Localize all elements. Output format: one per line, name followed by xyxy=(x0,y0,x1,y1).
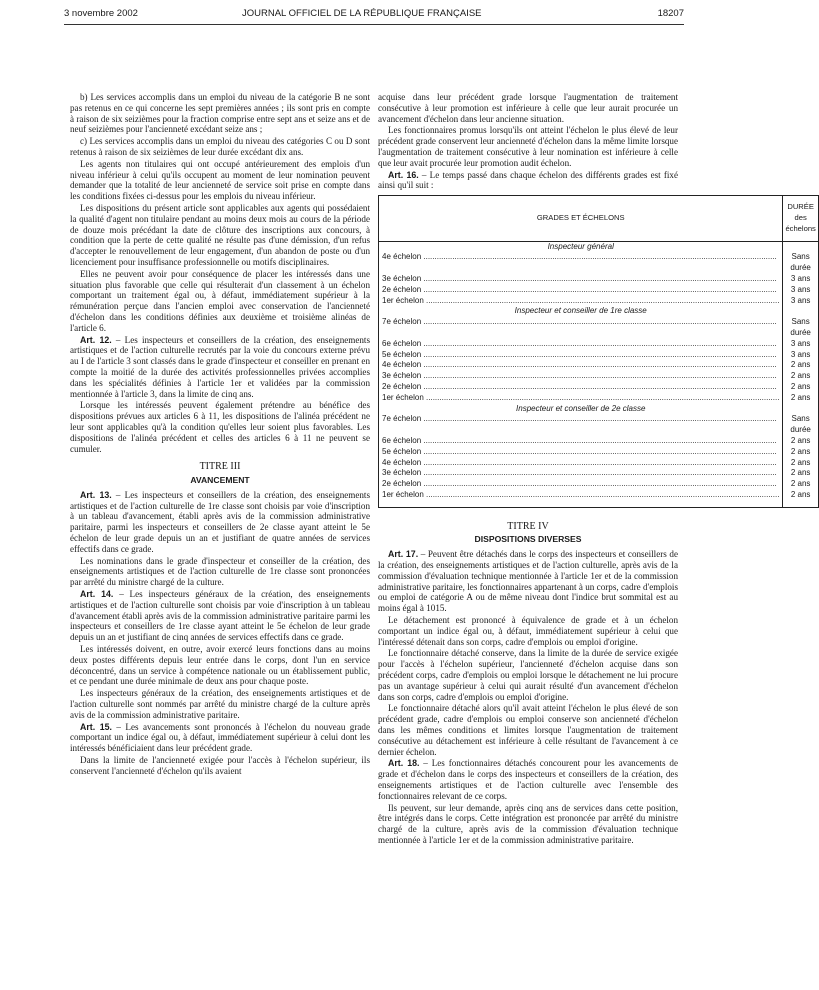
echelon-duration: 3 ans xyxy=(783,350,818,361)
left-paragraphs-2 xyxy=(70,490,370,777)
article-number: Art. 18. xyxy=(388,758,420,769)
echelon-duration: Sans durée xyxy=(783,252,818,274)
table-row xyxy=(379,296,819,307)
echelon-label-text: 2e échelon xyxy=(382,479,422,489)
echelon-duration: Sans durée xyxy=(783,317,818,339)
paragraph xyxy=(378,125,678,168)
paragraph-text: – Le temps passé dans chaque échelon des différents grades est fixé ainsi qu'il suit : xyxy=(378,169,679,191)
echelon-label xyxy=(382,274,779,285)
echelon-duration: 2 ans xyxy=(783,490,818,501)
echelon-label xyxy=(382,339,779,350)
table-row xyxy=(379,252,819,274)
echelon-label xyxy=(382,479,779,490)
table-row xyxy=(379,447,819,458)
article-number: Art. 17. xyxy=(388,549,419,560)
paragraph-text: Les inspecteurs généraux de la création, des enseignements artistiques et de l'action culturelle sont nommés par arrêté du ministre chargé de la culture après avis de la commission administrative paritaire. xyxy=(70,688,370,720)
article-number: Art. 14. xyxy=(80,589,114,600)
table-header-grades: GRADES ET ÉCHELONS xyxy=(379,196,783,241)
echelon-label xyxy=(382,285,779,296)
echelon-label xyxy=(382,393,779,404)
echelon-label-text: 4e échelon xyxy=(382,252,422,262)
echelon-label-text: 7e échelon xyxy=(382,414,422,424)
article-number: Art. 12. xyxy=(80,334,112,345)
echelon-label-text: 5e échelon xyxy=(382,349,422,359)
echelon-label-text: 7e échelon xyxy=(382,317,422,327)
table-row xyxy=(379,393,819,404)
paragraph-text: – Les avancements sont prononcés à l'échelon du nouveau grade comportant un indice égal ou, à défaut, immédiatement supérieur à celui dont les intéressés bénéficiaient dans leur précédent grade. xyxy=(70,721,370,754)
right-column xyxy=(378,92,816,847)
paragraph-text: Ils peuvent, sur leur demande, après cinq ans de services dans cette position, être intégrés dans le corps. Cette intégration est prononcée par arrêté du ministre chargé de la culture, après avis de la commission d'évaluation technique mentionnée à l'article 1er et de la commission administrative paritaire. xyxy=(378,802,678,845)
table-header-duration: DURÉE des échelons xyxy=(783,196,818,241)
paragraph xyxy=(70,92,370,135)
page-header xyxy=(64,8,684,24)
paragraph-text: Les fonctionnaires promus lorsqu'ils ont atteint l'échelon le plus élevé de leur précédent grade conservent leur ancienneté d'échelon dans la même limite lorsque l'augmentation de traitement consécutive à leur nomination est inférieure à celle que leur avait procurée leur promotion audit échelon. xyxy=(378,125,678,168)
table-row xyxy=(379,382,819,393)
echelon-duration: 2 ans xyxy=(783,458,818,469)
titre-3-title: TITRE III xyxy=(199,461,241,473)
paragraph xyxy=(70,688,370,720)
echelon-duration: 2 ans xyxy=(783,436,818,447)
table-row xyxy=(379,479,819,490)
table-row xyxy=(379,490,819,501)
echelon-label-text: 1er échelon xyxy=(382,295,424,305)
echelon-label-text: 3e échelon xyxy=(382,371,422,381)
right-paragraphs-2 xyxy=(378,549,678,846)
paragraph-text: – Peuvent être détachés dans le corps des inspecteurs et conseillers de la création, des enseignements artistiques et de l'action culturelle, après avis de la commission d'évaluation technique mentionnée à l'article 1er et de la commission administrative paritaire, les fonctionnaires appartenant à un corps, cadre d'emplois ou emploi de catégorie A ou de même niveau dont l'indice brut sommital est au moins égal à 1015. xyxy=(378,549,678,614)
titre-3-subtitle: AVANCEMENT xyxy=(190,475,250,486)
table-row xyxy=(379,285,819,296)
table-row xyxy=(379,339,819,350)
paragraph-text: c) Les services accomplis dans un emploi du niveau des catégories C ou D sont retenus à raison de six seizièmes de leur durée excédant dix ans. xyxy=(70,136,370,157)
paragraph xyxy=(70,755,370,777)
paragraph-text: Le fonctionnaire détaché conserve, dans la limite de la durée de service exigée pour l'accès à l'échelon supérieur, l'ancienneté d'échelon acquise dans son précédent corps, cadre d'emplois ou emploi lorsque le détachement ne lui procure pas un avantage supérieur à celui qui aurait résulté d'un avancement d'échelon dans son corps, cadre d'emplois ou emploi d'origine. xyxy=(378,648,678,702)
paragraph xyxy=(70,644,370,687)
paragraph-text: Les intéressés doivent, en outre, avoir exercé leurs fonctions dans au moins deux postes différents depuis leur entrée dans le corps, dont l'un en service déconcentré, dans un service à compétence nationale ou un établissement public, et ce pendant une durée minimale de deux ans pour chaque poste. xyxy=(70,644,370,687)
echelon-duration: Sans durée xyxy=(783,414,818,436)
paragraph xyxy=(378,648,678,702)
echelon-label xyxy=(382,371,779,382)
echelon-label-text: 4e échelon xyxy=(382,360,422,370)
echelon-label xyxy=(382,490,779,501)
echelon-label-text: 1er échelon xyxy=(382,489,424,499)
table-row xyxy=(379,458,819,469)
table-row xyxy=(379,371,819,382)
grade-group-title: Inspecteur général xyxy=(547,241,614,251)
paragraph xyxy=(70,556,370,588)
echelon-label xyxy=(382,458,779,469)
paragraph-text: – Les fonctionnaires détachés concourent pour les avancements de grade et d'échelon dans le corps des inspecteurs et conseillers de la création, des enseignements artistiques et de l'action culturelle avec l'ensemble des fonctionnaires relevant de ce corps. xyxy=(378,758,678,801)
table-row xyxy=(379,414,819,436)
table-row xyxy=(379,350,819,361)
paragraph-text: Les dispositions du présent article sont applicables aux agents qui possédaient la qualité d'agent non titulaire pendant au moins deux mois au cours de la période de douze mois précédant la date de clôture des inscriptions aux concours, à condition que la perte de cette qualité ne résulte pas d'une démission, d'un refus d'accepter le renouvellement de leur engagement, d'un abandon de poste ou d'un licenciement pour insuffisance professionnelle ou motifs disciplinaires. xyxy=(70,202,370,267)
echelon-duration: 3 ans xyxy=(783,285,818,296)
header-rule xyxy=(64,24,684,25)
echelon-duration: 2 ans xyxy=(783,468,818,479)
grade-group-title: Inspecteur et conseiller de 1re classe xyxy=(514,306,647,316)
echelon-label xyxy=(382,296,779,307)
echelon-label xyxy=(382,436,779,447)
right-paragraphs xyxy=(378,92,678,191)
echelon-label-text: 3e échelon xyxy=(382,273,422,283)
echelon-label-text: 6e échelon xyxy=(382,435,422,445)
paragraph xyxy=(378,803,678,846)
paragraph xyxy=(378,758,678,801)
paragraph xyxy=(70,490,370,555)
echelon-label-text: 4e échelon xyxy=(382,457,422,467)
paragraph-text: – Les inspecteurs et conseillers de la création, des enseignements artistiques et de l'action culturelle de 1re classe sont choisis par voie d'inscription à un tableau d'avancement, établi après avis de la commission administrative paritaire, parmi les inspecteurs et conseillers de 2e classe ayant atteint le 5e échelon de leur grade depuis un an et justifiant de quatre années de services effectifs dans ce grade. xyxy=(70,489,371,554)
paragraph xyxy=(70,269,370,334)
grade-group-title: Inspecteur et conseiller de 2e classe xyxy=(516,403,646,413)
article-number: Art. 13. xyxy=(80,489,112,500)
table-row xyxy=(379,436,819,447)
paragraph xyxy=(70,136,370,158)
echelon-label xyxy=(382,317,779,328)
paragraph xyxy=(378,549,678,614)
paragraph-text: Lorsque les intéressés peuvent également prétendre au bénéfice des dispositions prévues aux articles 6 à 11, les dispositions de l'alinéa précédent ne leur sont applicables qu'à la condition qu'elles leur soient plus favorables. Les dispositions de l'alinéa précédent et celles des articles 6 à 11 ne peuvent se cumuler. xyxy=(70,400,370,454)
echelon-duration: 3 ans xyxy=(783,296,818,307)
echelon-duration: 2 ans xyxy=(783,371,818,382)
paragraph xyxy=(378,703,678,757)
paragraph xyxy=(70,335,370,400)
echelon-duration: 2 ans xyxy=(783,382,818,393)
article-number: Art. 16. xyxy=(388,169,419,180)
echelon-label xyxy=(382,468,779,479)
left-column xyxy=(70,92,370,778)
echelon-label xyxy=(382,414,779,425)
paragraph-text: – Les inspecteurs et conseillers de la création, des enseignements artistiques et de l'action culturelle recrutés par la voie du concours externe prévu au I de l'article 3 sont classés dans le grade d'inspecteur et conseiller en prenant en compte la moitié de la durée des activités professionnelles privées accomplies dans les spécialités définies à l'article 1er et validées par la commission mentionnée à l'article 3, dans la limite de cinq ans. xyxy=(70,334,371,399)
paragraph-text: Les nominations dans le grade d'inspecteur et conseiller de la création, des enseignements artistiques et de l'action culturelle de 1re classe sont prononcées par arrêté du ministre chargé de la culture. xyxy=(70,555,370,588)
table-row xyxy=(379,274,819,285)
table-row xyxy=(379,360,819,371)
left-paragraphs xyxy=(70,92,370,454)
echelon-label-text: 1er échelon xyxy=(382,392,424,402)
echelon-label-text: 2e échelon xyxy=(382,381,422,391)
header-page-number: 18207 xyxy=(657,8,684,19)
paragraph-text: b) Les services accomplis dans un emploi du niveau de la catégorie B ne sont pas retenus en ce qui concerne les sept premières années ; ils sont pris en compte à raison de six seizièmes pour la fraction comprise entre sept ans et seize ans et de neuf seizièmes pour l'ancienneté excédant seize ans ; xyxy=(70,92,370,135)
echelon-duration: 2 ans xyxy=(783,447,818,458)
echelon-label xyxy=(382,382,779,393)
echelon-label xyxy=(382,447,779,458)
echelon-duration: 3 ans xyxy=(783,339,818,350)
echelon-duration: 2 ans xyxy=(783,393,818,404)
paragraph-text: Le détachement est prononcé à équivalence de grade et à un échelon comportant un indice égal ou, à défaut, immédiatement supérieur à celui que l'intéressé détenait dans son corps, cadre d'emplois ou emploi d'origine. xyxy=(378,615,678,647)
paragraph xyxy=(378,92,678,124)
paragraph xyxy=(70,589,370,643)
article-number: Art. 15. xyxy=(80,721,112,732)
echelon-duration: 3 ans xyxy=(783,274,818,285)
paragraph xyxy=(70,159,370,202)
echelon-duration: 2 ans xyxy=(783,360,818,371)
paragraph xyxy=(70,400,370,454)
paragraph-text: Dans la limite de l'ancienneté exigée pour l'accès à l'échelon supérieur, ils conservent l'ancienneté d'échelon qu'ils avaient xyxy=(70,755,370,776)
echelon-label xyxy=(382,252,779,263)
echelon-label-text: 6e échelon xyxy=(382,338,422,348)
paragraph xyxy=(378,615,678,647)
echelon-duration-table xyxy=(378,195,819,508)
titre-4-title: TITRE IV xyxy=(507,520,549,532)
paragraph-text: acquise dans leur précédent grade lorsque l'augmentation de traitement consécutive à leur promotion est inférieure à celle que leur aurait procurée un avancement d'échelon dans leur ancienne situation. xyxy=(378,92,678,124)
header-journal-title: JOURNAL OFFICIEL DE LA RÉPUBLIQUE FRANÇAISE xyxy=(242,8,482,19)
paragraph-text: Le fonctionnaire détaché alors qu'il avait atteint l'échelon le plus élevé de son précédent grade, cadre d'emplois ou emploi conserve son ancienneté d'échelon dans les mêmes conditions et limites lorsque l'augmentation de traitement consécutive au détachement est inférieure à celle résultant de l'avancement à ce dernier échelon. xyxy=(378,703,678,757)
echelon-label-text: 2e échelon xyxy=(382,284,422,294)
paragraph-text: Les agents non titulaires qui ont occupé antérieurement des emplois d'un niveau inférieur à celui qu'ils occupent au moment de leur nomination peuvent demander que la totalité de leur ancienneté de service soit prise en compte dans les conditions fixées ci-dessus pour les emplois du niveau inférieur. xyxy=(70,158,370,202)
titre-4-subtitle: DISPOSITIONS DIVERSES xyxy=(474,534,582,545)
paragraph-text: Elles ne peuvent avoir pour conséquence de placer les intéressés dans une situation plus favorable que celle qui résulterait d'un classement à un échelon comportant un traitement égal ou, à défaut, immédiatement supérieur à la rémunération perçue dans l'ancien emploi avec conservation de l'ancienneté d'échelon dans les conditions définies aux deuxième et troisième alinéas de l'article 6. xyxy=(70,268,370,333)
table-row xyxy=(379,468,819,479)
paragraph xyxy=(70,203,370,268)
echelon-label-text: 3e échelon xyxy=(382,468,422,478)
header-date: 3 novembre 2002 xyxy=(64,8,138,19)
paragraph-text: – Les inspecteurs généraux de la création, des enseignements artistiques et de l'action culturelle sont choisis par voie d'inscription à un tableau d'avancement établi après avis de la commission administrative paritaire parmi les inspecteurs et conseillers de 1re classe ayant atteint le 5e échelon de leur grade depuis un an et justifiant de cinq années de services effectifs dans ce grade. xyxy=(70,589,371,643)
echelon-label xyxy=(382,360,779,371)
paragraph xyxy=(70,722,370,754)
echelon-label xyxy=(382,350,779,361)
paragraph xyxy=(378,170,678,192)
echelon-duration: 2 ans xyxy=(783,479,818,490)
table-row xyxy=(379,317,819,339)
echelon-label-text: 5e échelon xyxy=(382,446,422,456)
